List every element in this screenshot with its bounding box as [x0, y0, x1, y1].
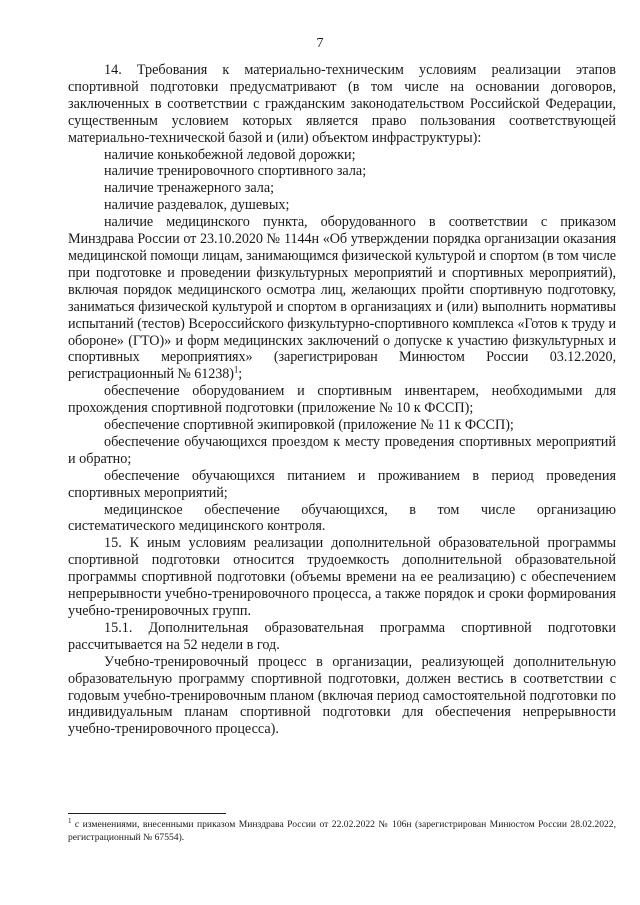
footnote-divider	[68, 813, 226, 814]
document-body	[68, 62, 616, 738]
list-item-meals-lodging: обеспечение обучающихся питанием и проживанием в период проведения спортивных мероприятий;	[68, 467, 616, 501]
list-item-ice-track: наличие конькобежной ледовой дорожки;	[104, 146, 356, 163]
list-item-sport-gear: обеспечение спортивной экипировкой (приложение № 11 к ФССП);	[104, 417, 514, 434]
paragraph-training-process: Учебно-тренировочный процесс в организации, реализующей дополнительную образовательную программу спортивной подготовки, должен вестись в соответствии с годовым учебно-тренировочным планом (включая период самостоятельной подготовки по индивидуальным планам спортивной подготовки для обеспечения непрерывности учебно-тренировочного процесса).	[68, 653, 616, 738]
list-item-locker-rooms: наличие раздевалок, душевых;	[104, 197, 290, 214]
paragraph-15-1: 15.1. Дополнительная образовательная программа спортивной подготовки рассчитывается на 52 недели в год.	[68, 619, 616, 653]
medical-point-tail: ;	[238, 366, 243, 383]
paragraph-15: 15. К иным условиям реализации дополнительной образовательной программы спортивной подготовки относится трудоемкость дополнительной образовательной программы спортивной подготовки (объемы времени на ее реализацию) с обеспечением непрерывности учебно-тренировочного процесса, а также порядок и сроки формирования учебно-тренировочных групп.	[68, 535, 616, 619]
list-item-gym: наличие тренажерного зала;	[104, 180, 275, 197]
list-item-equipment: обеспечение оборудованием и спортивным инвентарем, необходимыми для прохождения спортивной подготовки (приложение № 10 к ФССП);	[68, 383, 616, 417]
list-item-travel: обеспечение обучающихся проездом к месту проведения спортивных мероприятий и обратно;	[68, 433, 616, 467]
list-item-medical-support: медицинское обеспечение обучающихся, в том числе организацию систематического медицинского контроля.	[68, 501, 616, 535]
footnote-marker: 1	[68, 816, 72, 825]
list-item-training-hall: наличие тренировочного спортивного зала;	[104, 163, 367, 180]
footnote-text: с изменениями, внесенными приказом Минздрава России от 22.02.2022 № 106н (зарегистрирован Минюстом России 28.02.2022, регистрационный № 67554).	[68, 819, 616, 843]
page-number: 7	[316, 36, 324, 51]
footnote-reference: 1	[233, 364, 239, 375]
footnote	[68, 818, 616, 844]
medical-point-text: наличие медицинского пункта, оборудованного в соответствии с приказом Минздрава России от 23.10.2020 № 1144н «Об утверждении порядка организации оказания медицинской помощи лицам, занимающимся физической культурой и спортом (в том числе при подготовке и проведении физкультурных мероприятий и спортивных мероприятий), включая порядок медицинского осмотра лиц, желающих пройти спортивную подготовку, заниматься физической культурой и спортом в организациях и (или) выполнить нормативы испытаний (тестов) Всероссийского физкультурно-спортивного комплекса «Готов к труду и обороне» (ГТО)» и форм медицинских заключений о допуске к участию физкультурных и спортивных мероприятиях» (зарегистрирован Минюстом России 03.12.2020, регистрационный № 61238)	[68, 214, 616, 383]
paragraph-14: 14. Требования к материально-техническим условиям реализации этапов спортивной подготовки предусматривают (в том числе на основании договоров, заключенных в соответствии с гражданским законодательством Российской Федерации, существенным условием которых является право пользования соответствующей материально-технической базой и (или) объектом инфраструктуры):	[68, 62, 616, 146]
list-item-medical-point	[68, 214, 616, 383]
